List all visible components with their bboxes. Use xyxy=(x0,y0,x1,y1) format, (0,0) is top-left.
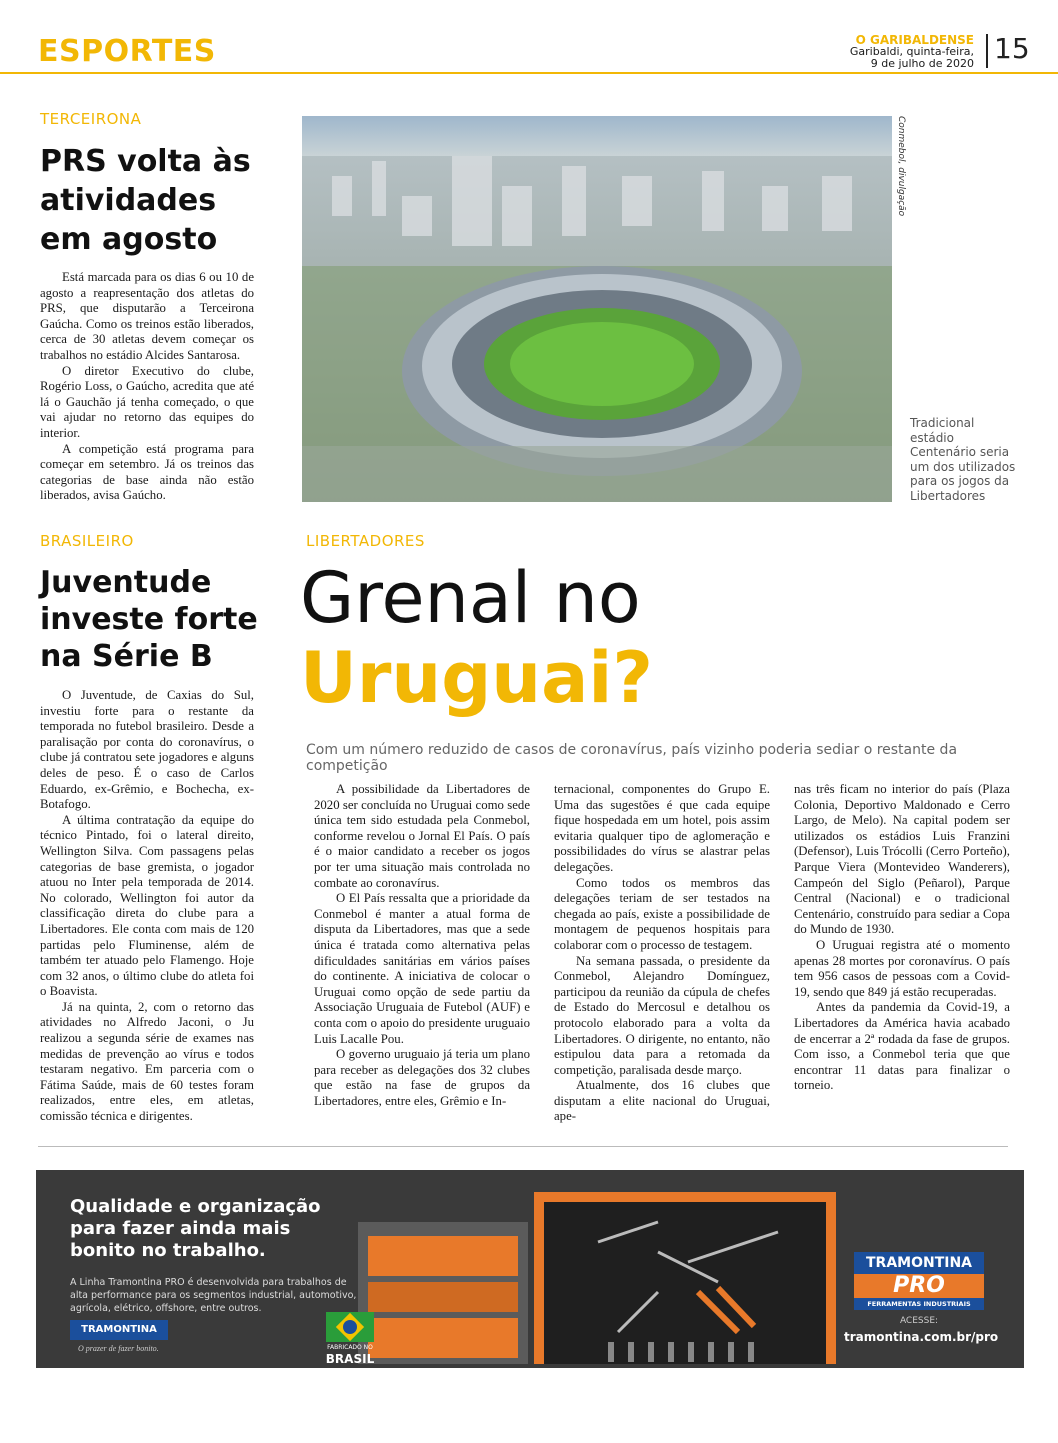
badge-top-text: FABRICADO NO xyxy=(327,1344,373,1351)
ad-body-line: agrícola, elétrico, offshore, entre outros. xyxy=(70,1303,262,1314)
main-paragraph: Antes da pandemia da Covid-19, a Libertadores da América havia acabado de encerrar a 2ª rodada da fase de grupos. Com isso, a Conmebol teria que que encontrar 11 datas para finalizar o torneio. xyxy=(794,1000,1010,1093)
article2-paragraph: A última contratação da equipe do técnico Pintado, foi o lateral direito, Wellington Silva. Com passagens pelas categorias de base gremista, o jogador atuou no Inter pela temporada de 2014. No colorado, Wellington foi autor da classificação direta do clube para a Libertadores. Ele conta com mais de 120 partidas pelo Fluminense, além de também ter atuado pelo Flamengo. Hoje com 32 anos, o último clube do atleta foi o Boavista. xyxy=(40,812,254,999)
ad-body-line: A Linha Tramontina PRO é desenvolvida para trabalhos de xyxy=(70,1277,347,1288)
ad-headline-line: para fazer ainda mais xyxy=(70,1218,291,1239)
main-paragraph: O Uruguai registra até o momento apenas 28 mortes por coronavírus. O país tem 956 casos de pessoas com a Covid-19, sendo que 849 já estão recuperadas. xyxy=(794,937,1010,999)
pro-brand: TRAMONTINA xyxy=(854,1252,984,1274)
article2-headline xyxy=(40,564,300,675)
paper-name: O GARIBALDENSE xyxy=(855,33,974,47)
page-number: 15 xyxy=(994,32,1030,65)
ad-url-link[interactable]: tramontina.com.br/pro xyxy=(844,1330,999,1344)
article1-headline xyxy=(40,142,300,259)
stadium-photo xyxy=(302,116,892,502)
ad-slogan: O prazer de fazer bonito. xyxy=(78,1344,159,1353)
main-column-2 xyxy=(554,782,770,1125)
article2-headline-line: Juventude xyxy=(40,565,212,600)
article2-headline-line: investe forte xyxy=(40,602,258,637)
article2-paragraph: O Juventude, de Caxias do Sul, investiu forte para o restante da temporada no futebol brasileiro. Desde a paralisação por conta do coronavírus, o clube já contratou sete jogadores e alguns deles de peso. É o caso de Carlos Eduardo, ex-Grêmio, e Bochecha, ex-Botafogo. xyxy=(40,688,254,812)
badge-bottom-text: BRASIL xyxy=(325,1352,375,1366)
main-paragraph: Atualmente, dos 16 clubes que disputam a elite nacional do Uruguai, ape- xyxy=(554,1078,770,1124)
article2-kicker: BRASILEIRO xyxy=(40,532,134,550)
main-paragraph: nas três ficam no interior do país (Plaza Colonia, Deportivo Maldonado e Cerro Largo, de Melo). Na capital podem ser utilizados os estádios Luis Franzini (Defensor), Luis Trócolli (Cerro Porteño), Parque Viera (Montevideo Wanderers), Campeón del Siglo (Peñarol), Parque Central (Nacional) e o tradicional Centenário, construído para sediar a Copa do Mundo de 1930. xyxy=(794,782,1010,937)
article1-paragraph: O diretor Executivo do clube, Rogério Loss, o Gaúcho, acredita que até lá o Gauchão já tenha começado, o que vai ajudar no retorno das equipes do interior. xyxy=(40,363,254,440)
article2-paragraph: Já na quinta, 2, com o retorno das atividades no Alfredo Jaconi, o Ju realizou a segunda série de exames nas medidas de prevenção ao vírus e todos testaram negativo. Em parceria com o Fátima Saúde, mais de 60 testes foram realizados, entre eles, em atletas, comissão técnica e dirigentes. xyxy=(40,999,254,1124)
main-paragraph: O governo uruguaio já teria um plano para receber as delegações dos 32 clubes que estão na fase de grupos da Libertadores, entre eles, Grêmio e In- xyxy=(314,1047,530,1108)
article1-headline-line: atividades xyxy=(40,183,217,218)
footer-rule xyxy=(38,1146,1008,1147)
photo-credit: Conmebol, divulgação xyxy=(896,116,906,217)
article1-headline-line: em agosto xyxy=(40,222,218,257)
main-paragraph: Na semana passada, o presidente da Conmebol, Alejandro Domínguez, participou da reunião da cúpula de chefes de Estado do Mercosul e detalhou os protocolo elaborado para a volta da Libertadores. O dirigente, no entanto, não estipulou data para a retomada da competição, paralisada desde março. xyxy=(554,953,770,1077)
toolbox-illustration xyxy=(358,1192,836,1364)
section-title: ESPORTES xyxy=(38,34,216,69)
main-paragraph: Como todos os membros das delegações teriam de ser testados na chegada ao país, existe a possibilidade de montagem de pequenos hospitais para colaborar com o processo de testagem. xyxy=(554,875,770,952)
article2-body xyxy=(40,688,254,1125)
main-column-3 xyxy=(794,782,1010,1094)
article1-body xyxy=(40,270,254,504)
article1-kicker: TERCEIRONA xyxy=(40,110,142,128)
header-rule xyxy=(0,72,1058,74)
main-paragraph: O El País ressalta que a prioridade da Conmebol é manter a atual forma de disputa da Libertadores, mas que a sede única é tratada como alternativa pelas dificuldades sanitárias em vários países do continente. A iniciativa de colocar o Uruguai como opção de sede partiu da Associação Uruguaia de Futebol (AUF) e conta com o apoio do presidente uruguaio Luis Lacalle Pou. xyxy=(314,891,530,1046)
dateline-1: Garibaldi, quinta-feira, xyxy=(849,45,974,58)
dateline-2: 9 de julho de 2020 xyxy=(870,57,974,70)
ad-headline-line: bonito no trabalho. xyxy=(70,1240,266,1261)
ad-body xyxy=(70,1276,356,1315)
pro-sub: FERRAMENTAS INDUSTRIAIS xyxy=(854,1298,984,1310)
main-paragraph: A possibilidade da Libertadores de 2020 ser concluída no Uruguai como sede única tem sido estudada pela Conmebol, conforme revelou o Jornal El País. O país é o maior candidato a receber os jogos por ter uma situação mais controlada no combate ao coronavírus. xyxy=(314,782,530,890)
main-headline-line1: Grenal no xyxy=(300,557,641,639)
ad-headline xyxy=(70,1196,321,1262)
ad-body-line: alta performance para os segmentos industrial, automotivo, xyxy=(70,1290,357,1301)
ad-headline-line: Qualidade e organização xyxy=(70,1196,321,1217)
masthead xyxy=(850,34,974,70)
tramontina-ad[interactable] xyxy=(36,1170,1024,1368)
page-number-divider xyxy=(986,34,988,68)
fabricado-no-brasil-badge xyxy=(322,1312,378,1370)
tramontina-pro-logo xyxy=(854,1252,984,1308)
main-headline-line2: Uruguai? xyxy=(300,637,653,719)
main-column-1 xyxy=(314,782,530,1109)
article2-headline-line: na Série B xyxy=(40,639,213,674)
pro-word: PRO xyxy=(854,1274,984,1298)
main-paragraph: ternacional, componentes do Grupo E. Uma das sugestões é que cada equipe fique hospedada em um hotel, pois assim evitaria qualquer tipo de aglomeração e possibilidades do vírus se alastrar pelas delegações. xyxy=(554,782,770,874)
article1-paragraph: Está marcada para os dias 6 ou 10 de agosto a reapresentação dos atletas do PRS, que disputarão a Terceirona Gaúcha. Como os treinos estão liberados, cerca de 30 atletas devem começar os trabalhos no estádio Alcides Santarosa. xyxy=(40,270,254,362)
stadium-illustration xyxy=(302,116,892,502)
tramontina-logo: TRAMONTINA xyxy=(70,1320,168,1340)
article1-headline-line: PRS volta às xyxy=(40,144,251,179)
article1-paragraph: A competição está programa para começar em setembro. Já os treinos das categorias de base ainda não estão liberados, avisa Gaúcho. xyxy=(40,441,254,503)
main-kicker: LIBERTADORES xyxy=(306,532,425,550)
ad-access-label: ACESSE: xyxy=(899,1316,939,1326)
photo-caption: Tradicional estádio Centenário seria um dos utilizados para os jogos da Libertadores xyxy=(910,416,1016,503)
toolbox-graphic xyxy=(358,1192,836,1364)
brazil-flag-icon xyxy=(326,1312,374,1342)
main-subhead: Com um número reduzido de casos de coronavírus, país vizinho poderia sediar o restante da competição xyxy=(306,742,958,774)
